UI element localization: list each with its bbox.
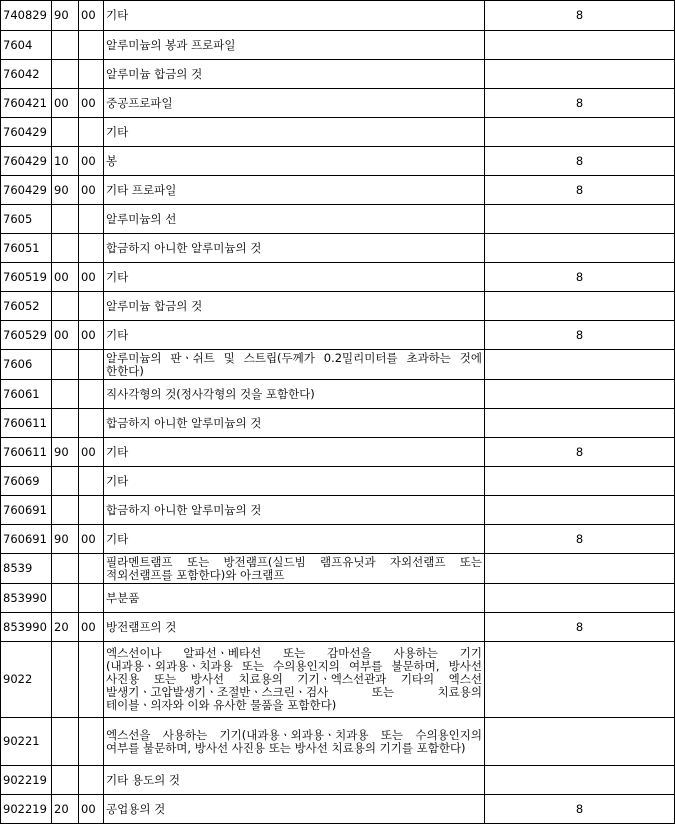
table-row bbox=[1, 60, 675, 89]
rate-cell: 8 bbox=[485, 438, 675, 467]
rate-cell bbox=[485, 642, 675, 718]
description-cell: 직사각형의 것(정사각형의 것을 포함한다) bbox=[104, 380, 485, 409]
description-cell: 알루미늄 합금의 것 bbox=[104, 292, 485, 321]
sub-code-2-cell bbox=[79, 642, 104, 718]
hs-code-cell: 76069 bbox=[1, 467, 52, 496]
sub-code-1-cell bbox=[52, 467, 79, 496]
rate-cell bbox=[485, 380, 675, 409]
sub-code-1-cell bbox=[52, 718, 79, 766]
hs-code-cell: 740829 bbox=[1, 1, 52, 31]
sub-code-2-cell: 00 bbox=[79, 147, 104, 176]
table-row bbox=[1, 642, 675, 718]
hs-code-cell: 76051 bbox=[1, 234, 52, 263]
sub-code-1-cell bbox=[52, 554, 79, 584]
sub-code-2-cell: 00 bbox=[79, 89, 104, 118]
rate-cell bbox=[485, 584, 675, 613]
table-row bbox=[1, 147, 675, 176]
table-row bbox=[1, 31, 675, 60]
hs-code-cell: 760429 bbox=[1, 118, 52, 147]
description-cell: 방전램프의 것 bbox=[104, 613, 485, 642]
hs-code-cell: 76052 bbox=[1, 292, 52, 321]
sub-code-2-cell bbox=[79, 554, 104, 584]
sub-code-2-cell: 00 bbox=[79, 263, 104, 292]
sub-code-1-cell bbox=[52, 584, 79, 613]
sub-code-1-cell: 00 bbox=[52, 321, 79, 350]
hs-code-cell: 90221 bbox=[1, 718, 52, 766]
sub-code-2-cell bbox=[79, 350, 104, 380]
table-row bbox=[1, 795, 675, 824]
description-cell: 기타 bbox=[104, 467, 485, 496]
sub-code-2-cell: 00 bbox=[79, 795, 104, 824]
sub-code-1-cell bbox=[52, 642, 79, 718]
rate-cell bbox=[485, 766, 675, 795]
rate-cell bbox=[485, 350, 675, 380]
description-cell: 알루미늄의 선 bbox=[104, 205, 485, 234]
hs-code-cell: 7606 bbox=[1, 350, 52, 380]
description-cell: 필라멘트램프 또는 방전램프(실드빔 램프유닛과 자외선램프 또는 적외선램프를 포함한다)와 아크램프 bbox=[104, 554, 485, 584]
description-cell: 공업용의 것 bbox=[104, 795, 485, 824]
table-row bbox=[1, 234, 675, 263]
table-row bbox=[1, 584, 675, 613]
sub-code-2-cell bbox=[79, 234, 104, 263]
sub-code-1-cell: 20 bbox=[52, 795, 79, 824]
rate-cell bbox=[485, 118, 675, 147]
tariff-table-body bbox=[1, 1, 675, 824]
description-cell: 알루미늄의 판ㆍ쉬트 및 스트립(두께가 0.2밀리미터를 초과하는 것에 한한다) bbox=[104, 350, 485, 380]
table-row bbox=[1, 292, 675, 321]
rate-cell bbox=[485, 409, 675, 438]
description-cell: 중공프로파일 bbox=[104, 89, 485, 118]
rate-cell bbox=[485, 292, 675, 321]
table-row bbox=[1, 525, 675, 554]
sub-code-2-cell: 00 bbox=[79, 525, 104, 554]
table-row bbox=[1, 496, 675, 525]
sub-code-1-cell bbox=[52, 292, 79, 321]
table-row bbox=[1, 350, 675, 380]
sub-code-1-cell bbox=[52, 766, 79, 795]
sub-code-2-cell: 00 bbox=[79, 613, 104, 642]
description-cell: 알루미늄 합금의 것 bbox=[104, 60, 485, 89]
table-row bbox=[1, 438, 675, 467]
sub-code-2-cell bbox=[79, 718, 104, 766]
description-cell: 기타 bbox=[104, 438, 485, 467]
table-row bbox=[1, 380, 675, 409]
sub-code-1-cell: 90 bbox=[52, 176, 79, 205]
rate-cell: 8 bbox=[485, 176, 675, 205]
sub-code-2-cell: 00 bbox=[79, 176, 104, 205]
hs-code-cell: 853990 bbox=[1, 584, 52, 613]
table-row bbox=[1, 467, 675, 496]
hs-code-cell: 9022 bbox=[1, 642, 52, 718]
sub-code-1-cell bbox=[52, 380, 79, 409]
sub-code-1-cell bbox=[52, 205, 79, 234]
hs-code-cell: 7604 bbox=[1, 31, 52, 60]
table-row bbox=[1, 205, 675, 234]
sub-code-2-cell bbox=[79, 584, 104, 613]
hs-code-cell: 8539 bbox=[1, 554, 52, 584]
hs-code-cell: 760519 bbox=[1, 263, 52, 292]
description-cell: 봉 bbox=[104, 147, 485, 176]
rate-cell bbox=[485, 496, 675, 525]
sub-code-2-cell bbox=[79, 409, 104, 438]
description-cell: 합금하지 아니한 알루미늄의 것 bbox=[104, 496, 485, 525]
sub-code-2-cell bbox=[79, 766, 104, 795]
table-row bbox=[1, 1, 675, 31]
description-cell: 합금하지 아니한 알루미늄의 것 bbox=[104, 234, 485, 263]
description-cell: 부분품 bbox=[104, 584, 485, 613]
hs-code-cell: 760429 bbox=[1, 176, 52, 205]
sub-code-2-cell bbox=[79, 380, 104, 409]
description-cell: 기타 용도의 것 bbox=[104, 766, 485, 795]
hs-code-cell: 853990 bbox=[1, 613, 52, 642]
rate-cell bbox=[485, 205, 675, 234]
description-cell: 엑스선이나 알파선ㆍ베타선 또는 감마선을 사용하는 기기(내과용ㆍ외과용ㆍ치과용 또는 수의용인지의 여부를 불문하며, 방사선 사진용 또는 방사선 치료용의 기기ㆍ엑스선관과 기타의 엑스선 발생기ㆍ고압발생기ㆍ조절반ㆍ스크린ㆍ검사 또는 치료용의 테이블ㆍ의자와 이와 유사한 물품을 포함한다) bbox=[104, 642, 485, 718]
hs-code-cell: 902219 bbox=[1, 766, 52, 795]
table-row bbox=[1, 89, 675, 118]
sub-code-1-cell: 00 bbox=[52, 89, 79, 118]
sub-code-1-cell: 10 bbox=[52, 147, 79, 176]
table-row bbox=[1, 718, 675, 766]
sub-code-2-cell bbox=[79, 496, 104, 525]
sub-code-1-cell bbox=[52, 60, 79, 89]
hs-code-cell: 76042 bbox=[1, 60, 52, 89]
sub-code-2-cell bbox=[79, 292, 104, 321]
hs-code-cell: 760529 bbox=[1, 321, 52, 350]
rate-cell bbox=[485, 467, 675, 496]
rate-cell: 8 bbox=[485, 321, 675, 350]
sub-code-2-cell: 00 bbox=[79, 321, 104, 350]
sub-code-2-cell bbox=[79, 118, 104, 147]
sub-code-2-cell bbox=[79, 205, 104, 234]
hs-code-cell: 760611 bbox=[1, 438, 52, 467]
hs-code-cell: 7605 bbox=[1, 205, 52, 234]
sub-code-2-cell bbox=[79, 31, 104, 60]
rate-cell bbox=[485, 60, 675, 89]
description-cell: 기타 bbox=[104, 525, 485, 554]
sub-code-1-cell bbox=[52, 496, 79, 525]
hs-code-cell: 760429 bbox=[1, 147, 52, 176]
rate-cell bbox=[485, 718, 675, 766]
rate-cell bbox=[485, 234, 675, 263]
rate-cell: 8 bbox=[485, 89, 675, 118]
table-row bbox=[1, 554, 675, 584]
rate-cell: 8 bbox=[485, 613, 675, 642]
sub-code-1-cell bbox=[52, 350, 79, 380]
sub-code-2-cell bbox=[79, 467, 104, 496]
sub-code-2-cell: 00 bbox=[79, 438, 104, 467]
description-cell: 기타 bbox=[104, 321, 485, 350]
rate-cell: 8 bbox=[485, 1, 675, 31]
table-row bbox=[1, 613, 675, 642]
sub-code-1-cell: 20 bbox=[52, 613, 79, 642]
sub-code-1-cell bbox=[52, 234, 79, 263]
table-row bbox=[1, 176, 675, 205]
rate-cell: 8 bbox=[485, 525, 675, 554]
table-row bbox=[1, 409, 675, 438]
rate-cell bbox=[485, 31, 675, 60]
hs-code-cell: 760611 bbox=[1, 409, 52, 438]
sub-code-1-cell: 00 bbox=[52, 263, 79, 292]
hs-code-cell: 76061 bbox=[1, 380, 52, 409]
rate-cell bbox=[485, 554, 675, 584]
table-row bbox=[1, 263, 675, 292]
description-cell: 합금하지 아니한 알루미늄의 것 bbox=[104, 409, 485, 438]
description-cell: 기타 bbox=[104, 263, 485, 292]
hs-code-cell: 760691 bbox=[1, 525, 52, 554]
table-row bbox=[1, 766, 675, 795]
description-cell: 기타 프로파일 bbox=[104, 176, 485, 205]
sub-code-1-cell: 90 bbox=[52, 525, 79, 554]
sub-code-2-cell: 00 bbox=[79, 1, 104, 31]
sub-code-2-cell bbox=[79, 60, 104, 89]
hs-code-cell: 760691 bbox=[1, 496, 52, 525]
table-row bbox=[1, 321, 675, 350]
sub-code-1-cell bbox=[52, 118, 79, 147]
hs-code-cell: 760421 bbox=[1, 89, 52, 118]
sub-code-1-cell bbox=[52, 409, 79, 438]
rate-cell: 8 bbox=[485, 795, 675, 824]
rate-cell: 8 bbox=[485, 147, 675, 176]
rate-cell: 8 bbox=[485, 263, 675, 292]
sub-code-1-cell bbox=[52, 31, 79, 60]
table-row bbox=[1, 118, 675, 147]
description-cell: 엑스선을 사용하는 기기(내과용ㆍ외과용ㆍ치과용 또는 수의용인지의 여부를 불문하며, 방사선 사진용 또는 방사선 치료용의 기기를 포함한다) bbox=[104, 718, 485, 766]
description-cell: 기타 bbox=[104, 1, 485, 31]
description-cell: 기타 bbox=[104, 118, 485, 147]
hs-code-cell: 902219 bbox=[1, 795, 52, 824]
sub-code-1-cell: 90 bbox=[52, 438, 79, 467]
description-cell: 알루미늄의 봉과 프로파일 bbox=[104, 31, 485, 60]
sub-code-1-cell: 90 bbox=[52, 1, 79, 31]
